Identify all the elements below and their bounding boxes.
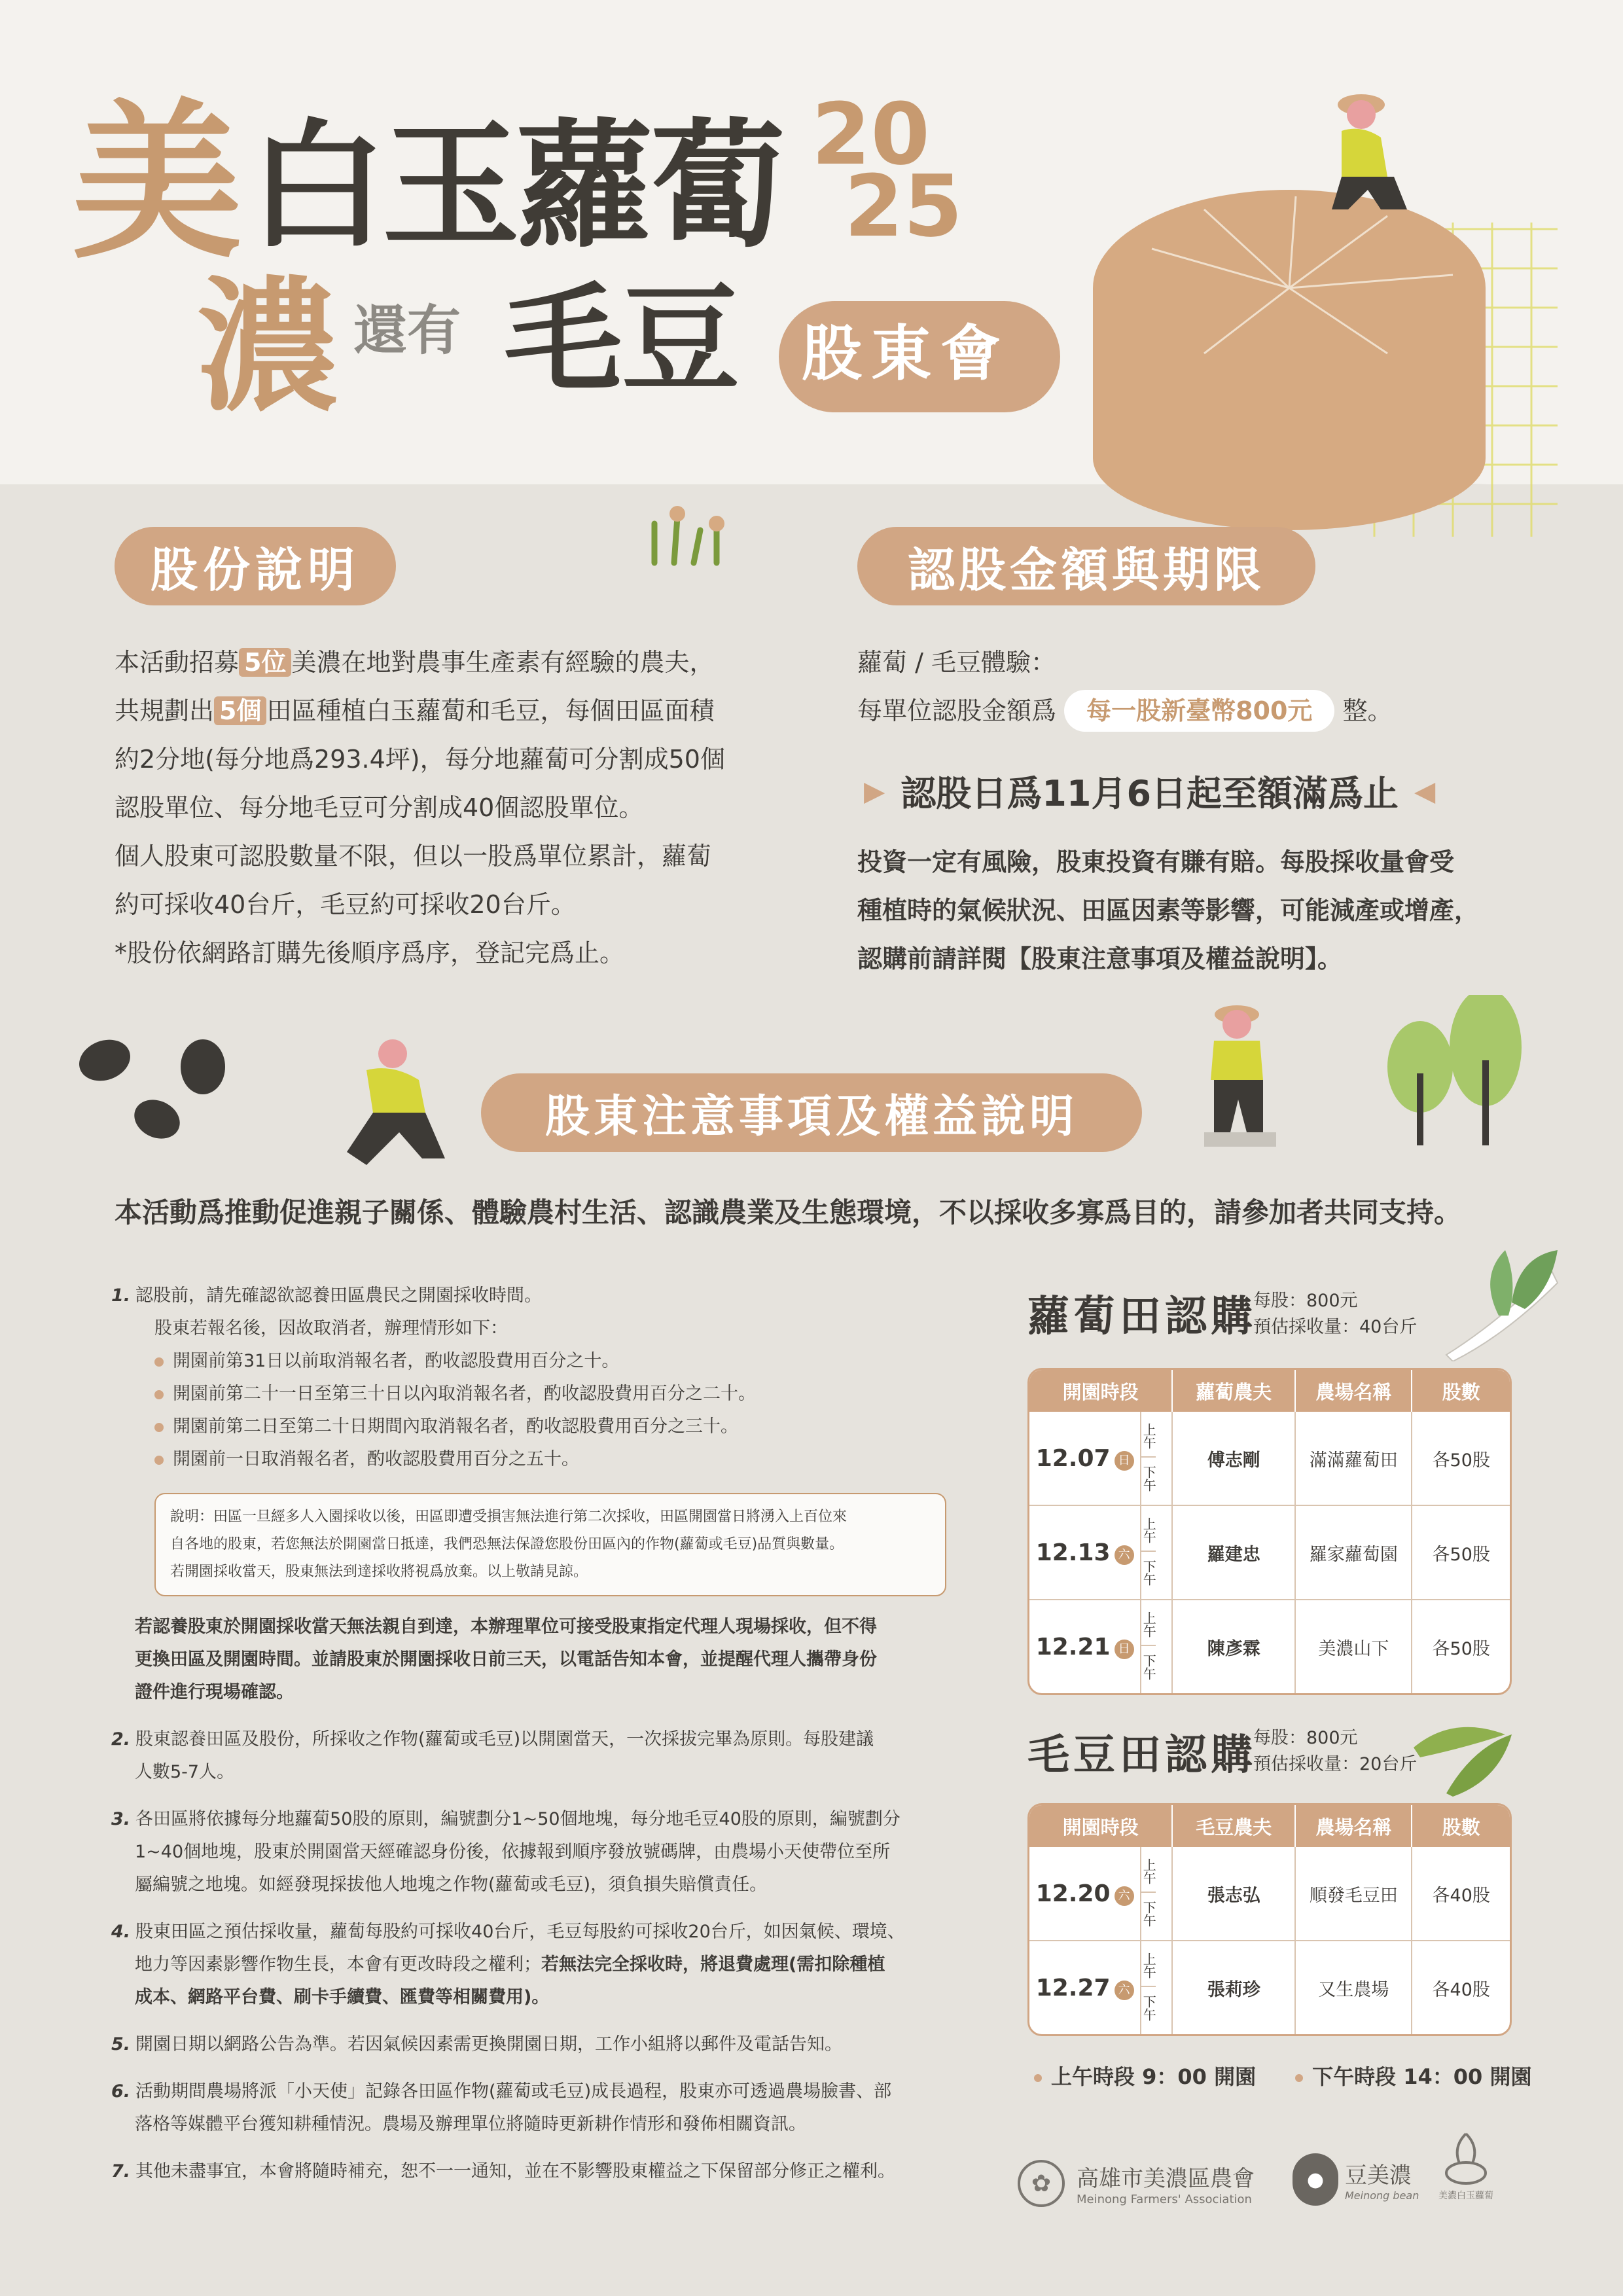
cancel-item: 開園前一日取消報名者，酌收認股費用百分之五十。	[154, 1443, 955, 1476]
triangle-right-icon: ▶	[864, 775, 885, 807]
radish-col-farmer: 蘿蔔農夫	[1173, 1370, 1296, 1412]
notice-item-4: 4. 股東田區之預估採收量，蘿蔔每股約可採收40台斤，毛豆每股約可採收20台斤，如因氣候、環境、	[111, 1922, 905, 1942]
title-main: 白玉蘿蔔	[249, 106, 783, 266]
table-row: 12.20 六 上午 下午 張志弘 順發毛豆田 各40股	[1029, 1847, 1510, 1941]
shares-heading: 股份說明	[115, 527, 396, 605]
notice-item-5: 5. 開園日期以網路公告為準。若因氣候因素需更換開園日期，工作小組將以郵件及電話告知。	[111, 2034, 843, 2054]
cancel-item: 開園前第二日至第二十日期間內取消報名者，酌收認股費用百分之三十。	[154, 1410, 955, 1443]
explanation-box: 說明：田區一旦經多人入園採收以後，田區即遭受損害無法進行第二次採收，田區開園當日將湧入上百位來 自各地的股東，若您無法於開園當日抵達，我們恐無法保證您股份田區內的作物(蘿蔔或毛豆)品質與數量。 若開園採收當天，股東無法到達採收將視爲放棄。以上敬請見諒。	[154, 1493, 946, 1596]
soy-meta: 每股：800元 預估採收量：20台斤	[1253, 1728, 1418, 1774]
farmer-and-trees-illustration	[1178, 995, 1544, 1152]
beans-and-runner-illustration	[72, 1028, 465, 1178]
am-time: 上午時段 9：00 開園	[1051, 2064, 1257, 2089]
proxy-note: 若認養股東於開園採收當天無法親自到達，本辦理單位可接受股東指定代理人現場採收，但不得 更換田區及開園時間。並請股東於開園採收日前三天，以電話告知本會，並提醒代理人攜帶身份 證件進行現場確認。	[135, 1617, 877, 1702]
notice-item-1: 1. 認股前，請先確認欲認養田區農民之開園採收時間。	[111, 1285, 543, 1306]
radish-leaf-icon	[1433, 1244, 1564, 1361]
table-row: 12.07 日 上午 下午 傅志剛 滿滿蘿蔔田 各50股	[1029, 1412, 1510, 1506]
notice-heading: 股東注意事項及權益說明	[481, 1073, 1142, 1152]
title-mei: 美	[72, 84, 242, 282]
radish-section-title: 蘿蔔田認購	[1027, 1293, 1257, 1341]
notice-list: 1. 認股前，請先確認欲認養田區農民之開園採收時間。 股東若報名後，因故取消者，辦理情形如下： 開園前第31日以前取消報名者，酌收認股費用百分之十。 開園前第二十一日至第三十日以內取消報名者，酌收認股費用百分之二十。 開園前第二日至第二十日期間內取消報名者，酌收認股費用百分之三十。 開園前一日取消報名者，酌收認股費用百分之五十。 說明：田區一旦經多人入園採收以後，田區即遭受損害無法進行第二次採收，田區開園當日將湧入上百位來 自各地的股東，若您無法於開園當日抵達，我們恐無法保證您股份田區內的作物(蘿蔔或毛豆)品質與數量。 若開園採收當天，股東無法到達採收將視爲放棄。以上敬請見諒。 若認養股東於開園採收當天無法親自到達，本辦理單位可接受股東指定代理人現場採收，但不得 更換田區及開園時間。並請股東於開園採收日前三天，以電話告知本會，並提醒代理人攜帶身份 證件進行現場確認。 2. 股東認養田區及股份，所採收之作物(蘿蔔或毛豆)以開園當天，一次採拔完畢為原則。每股建議 人數5-7人。 3. 各田區將依據每分地蘿蔔50股的原則，編號劃分1~50個地塊，每分地毛豆40股的原則，編號劃分 1~40個地塊，股東於開園當天經確認身份後，依據報到順序發放號碼牌，由農場小天使帶位至所 屬編號之地塊。如經發現採拔他人地塊之作物(蘿蔔或毛豆)，須負損失賠償責任。 4. 股東田區之預估採收量，蘿蔔每股約可採收40台斤，毛豆每股約可採收20台斤，如因氣候、環境、 地力等因素影響作物生長，本會有更改時段之權利；若無法完全採收時，將退費處理(需扣除種植 成本、網路平台費、刷卡手續費、匯費等相關費用)。 5. 開園日期以網路公告為準。若因氣候因素需更換開園日期，工作小組將以郵件及電話告知。 6. 活動期間農場將派「小天使」記錄各田區作物(蘿蔔或毛豆)成長過程，股東亦可透過農場臉書、部 落格等媒體平台獲知耕種情況。農場及辦理單位將隨時更新耕作情形和發佈相關資訊。 7. 其他未盡事宜，本會將隨時補充，恕不一一通知，並在不影響股東權益之下保留部分修正之權利。	[111, 1280, 955, 2188]
radish-col-farm: 農場名稱	[1296, 1370, 1412, 1412]
deadline-line	[864, 766, 1518, 816]
soy-col-shares: 股數	[1412, 1805, 1510, 1847]
notice-item-3: 3. 各田區將依據每分地蘿蔔50股的原則，編號劃分1~50個地塊，每分地毛豆40股的原則，編號劃分	[111, 1809, 901, 1829]
notice-intro: 本活動爲推動促進親子關係、體驗農村生活、認識農業及生態環境，不以採收多寡爲目的，請參加者共同支持。	[115, 1196, 1462, 1229]
year-top: 20	[812, 84, 930, 184]
radish-meta: 每股：800元 預估採收量：40台斤	[1253, 1291, 1418, 1337]
radish-col-time: 開園時段	[1029, 1370, 1173, 1412]
highlight-5-fields: 5個	[214, 696, 266, 725]
title-badge: 股東會	[802, 319, 1010, 389]
edamame-icon	[1407, 1708, 1518, 1800]
highlight-5-farmers: 5位	[239, 648, 291, 677]
radish-logo-icon	[1433, 2127, 1499, 2186]
table-row: 12.21 日 上午 下午 陳彥霖 美濃山下 各50股	[1029, 1600, 1510, 1693]
title-also: 還有	[353, 300, 461, 362]
assoc-emblem-icon: ✿	[1018, 2160, 1065, 2207]
radish-table	[1027, 1368, 1512, 1695]
bean-icon: ●	[1293, 2153, 1338, 2206]
assoc-logo	[1018, 2160, 1255, 2207]
assoc-name-en: Meinong Farmers' Association	[1077, 2193, 1252, 2206]
amount-body: 蘿蔔 / 毛豆體驗： 每單位認股金額爲 每一股新臺幣800元 整。	[857, 638, 1551, 735]
radish-brand-logo	[1427, 2127, 1505, 2202]
table-row: 12.13 六 上午 下午 羅建忠 羅家蘿蔔園 各50股	[1029, 1506, 1510, 1600]
table-row: 12.27 六 上午 下午 張莉珍 又生農場 各40股	[1029, 1941, 1510, 2034]
radish-brand-name: 美濃白玉蘿蔔	[1438, 2191, 1493, 2201]
notice-item-2: 2. 股東認養田區及股份，所採收之作物(蘿蔔或毛豆)以開園當天，一次採拔完畢為原則。每股建議	[111, 1729, 874, 1749]
deadline-text: 認股日爲11月6日起至額滿爲止	[901, 773, 1399, 814]
cancel-item: 開園前第31日以前取消報名者，酌收認股費用百分之十。	[154, 1345, 955, 1378]
assoc-name: 高雄市美濃區農會	[1077, 2166, 1255, 2192]
triangle-left-icon: ◀	[1414, 775, 1436, 807]
bean-brand-logo	[1293, 2153, 1419, 2206]
risk-text: 投資一定有風險，股東投資有賺有賠。每股採收量會受 種植時的氣候狀況、田區因素等影響，可能減產或增產， 認購前請詳閱【股東注意事項及權益說明】。	[857, 848, 1480, 973]
pm-time: 下午時段 14：00 開園	[1312, 2064, 1532, 2089]
cancel-list	[111, 1345, 955, 1476]
radish-col-shares: 股數	[1412, 1370, 1510, 1412]
radish-illustration	[1073, 79, 1571, 550]
bean-brand-name: 豆美濃	[1345, 2162, 1412, 2189]
notice-item-7: 7. 其他未盡事宜，本會將隨時補充，恕不一一通知，並在不影響股東權益之下保留部分修正之權利。	[111, 2161, 896, 2181]
sprout-icon	[641, 497, 740, 569]
bean-brand-en: Meinong bean	[1345, 2189, 1419, 2202]
title-nong: 濃	[196, 263, 341, 431]
soy-col-time: 開園時段	[1029, 1805, 1173, 1847]
notice-item-6: 6. 活動期間農場將派「小天使」記錄各田區作物(蘿蔔或毛豆)成長過程，股東亦可透過農場臉書、部	[111, 2081, 892, 2102]
soy-col-farm: 農場名稱	[1296, 1805, 1412, 1847]
soy-section-title: 毛豆田認購	[1027, 1731, 1257, 1780]
soy-col-farmer: 毛豆農夫	[1173, 1805, 1296, 1847]
soy-table	[1027, 1803, 1512, 2036]
title-sub: 毛豆	[504, 272, 740, 408]
cancel-item: 開園前第二十一日至第三十日以內取消報名者，酌收認股費用百分之二十。	[154, 1378, 955, 1410]
shares-body: 本活動招募 5位 美濃在地對農事生產素有經驗的農夫， 共規劃出 5個 田區種植白玉蘿蔔和毛豆，每個田區面積 約2分地(每分地爲293.4坪)，每分地蘿蔔可分割成50個 認股單位、每分地毛豆可分割成40個認股單位。 個人股東可認股數量不限，但以一股爲單位累計，蘿蔔 約可採收40台斤，毛豆約可採收20台斤。 *股份依網路訂購先後順序爲序，登記完爲止。	[115, 648, 725, 967]
amount-heading: 認股金額與期限	[857, 527, 1315, 605]
price-highlight: 每一股新臺幣800元	[1064, 690, 1334, 732]
year-bottom: 25	[844, 156, 963, 256]
opening-times	[1034, 2060, 1531, 2090]
